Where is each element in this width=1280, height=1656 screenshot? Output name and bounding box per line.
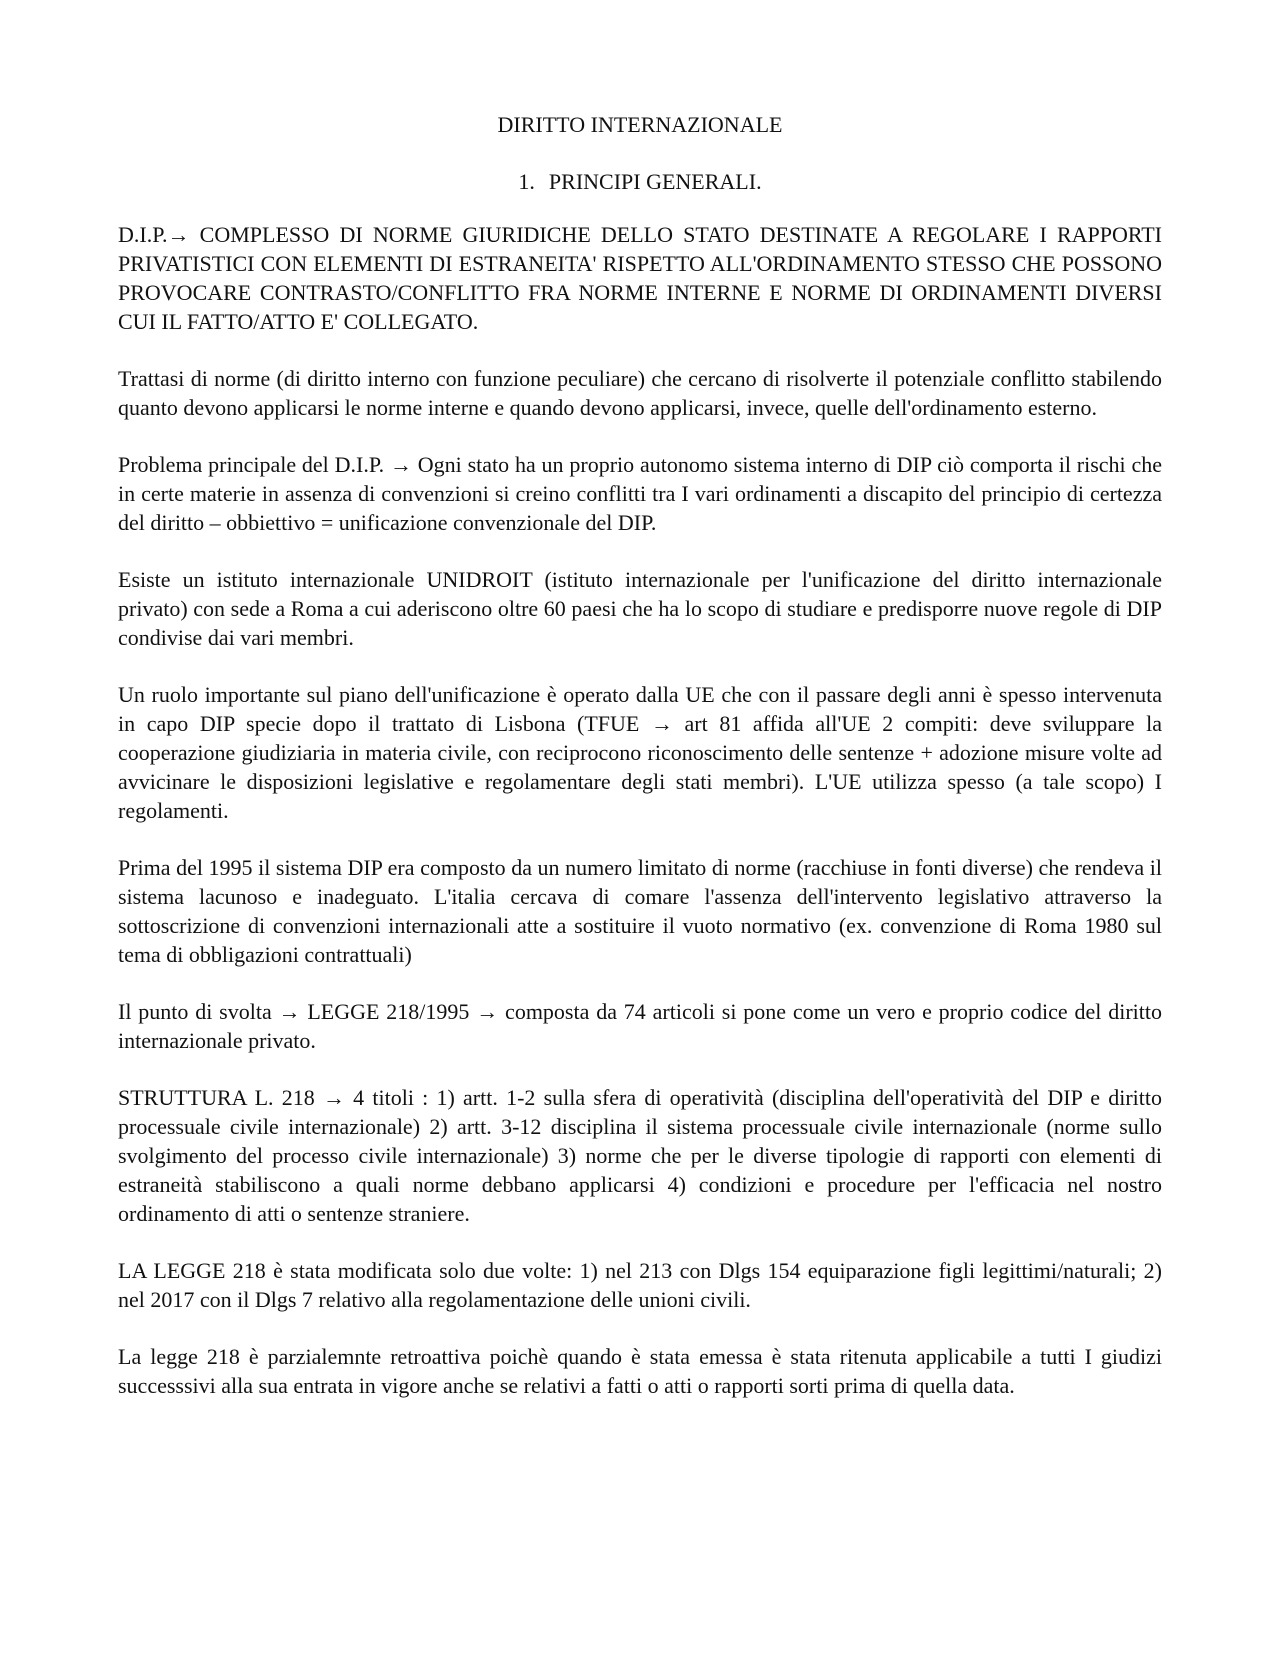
paragraph-unidroit: Esiste un istituto internazionale UNIDROIT (istituto internazionale per l'unificazione del diritto internazionale privato) con sede a Roma a cui aderiscono oltre 60 paesi che ha lo scopo di studiare e predisporre nuove regole di DIP condivise dai vari membri. (118, 567, 1162, 650)
paragraph-purpose: Trattasi di norme (di diritto interno con funzione peculiare) che cercano di risolverte il potenziale conflitto stabilendo quanto devono applicarsi le norme interne e quando devono applicarsi, invece, quelle dell'ordinamento esterno. (118, 366, 1162, 420)
paragraph-definition: D.I.P.→ COMPLESSO DI NORME GIURIDICHE DELLO STATO DESTINATE A REGOLARE I RAPPORTI PRIVATISTICI CON ELEMENTI DI ESTRANEITA' RISPETTO ALL'ORDINAMENTO STESSO CHE POSSONO PROVOCARE CONTRASTO/CONFLITTO FRA NORME INTERNE E NORME DI ORDINAMENTI DIVERSI CUI IL FATTO/ATTO E' COLLEGATO. (118, 222, 1162, 334)
paragraph-before-1995: Prima del 1995 il sistema DIP era composto da un numero limitato di norme (racchiuse in fonti diverse) che rendeva il sistema lacunoso e inadeguato. L'italia cercava di comare l'assenza dell'intervento legislativo attraverso la sottoscrizione di convenzioni internazionali atte a sostituire il vuoto normativo (ex. convenzione di Roma 1980 sul tema di obbligazioni contrattuali) (118, 855, 1162, 967)
section-title: PRINCIPI GENERALI. (548, 169, 762, 194)
paragraph-retroactivity: La legge 218 è parzialemnte retroattiva poichè quando è stata emessa è stata ritenuta applicabile a tutti I giudizi successsivi alla sua entrata in vigore anche se relativi a fatti o atti o rapporti sorti prima di quella data. (118, 1344, 1162, 1398)
document-page (118, 110, 1162, 1428)
paragraph-amendments: LA LEGGE 218 è stata modificata solo due volte: 1) nel 213 con Dlgs 154 equiparazione figli legittimi/naturali; 2) nel 2017 con il Dlgs 7 relativo alla regolamentazione delle unioni civili. (118, 1258, 1162, 1312)
paragraph-main-problem: Problema principale del D.I.P. → Ogni stato ha un proprio autonomo sistema interno di DIP ciò comporta il rischi che in certe materie in assenza di convenzioni si creino conflitti tra I vari ordinamenti a discapito del principio di certezza del diritto – obbiettivo = unificazione convenzionale del DIP. (118, 452, 1162, 535)
section-heading (118, 167, 1162, 196)
paragraph-structure: STRUTTURA L. 218 → 4 titoli : 1) artt. 1-2 sulla sfera di operatività (disciplina dell'operatività del DIP e diritto processuale civile internazionale) 2) artt. 3-12 disciplina il sistema processuale civile internazionale (norme sullo svolgimento del processo civile internazionale) 3) norme che per le diverse tipologie di rapporti con elementi di estraneità stabiliscono a quali norme debbano applicarsi 4) condizioni e procedure per l'efficacia nel nostro ordinamento di atti o sentenze straniere. (118, 1085, 1162, 1226)
paragraph-turning-point: Il punto di svolta → LEGGE 218/1995 → composta da 74 articoli si pone come un vero e proprio codice del diritto internazionale privato. (118, 999, 1162, 1053)
section-number: 1. (518, 169, 535, 194)
paragraph-eu-role: Un ruolo importante sul piano dell'unificazione è operato dalla UE che con il passare degli anni è spesso intervenuta in capo DIP specie dopo il trattato di Lisbona (TFUE → art 81 affida all'UE 2 compiti: deve sviluppare la cooperazione giudiziaria in materia civile, con reciprocono riconoscimento delle sentenze + adozione misure volte ad avvicinare le disposizioni legislative e regolamentare degli stati membri). L'UE utilizza spesso (a tale scopo) I regolamenti. (118, 682, 1162, 823)
document-title: DIRITTO INTERNAZIONALE (497, 112, 783, 137)
